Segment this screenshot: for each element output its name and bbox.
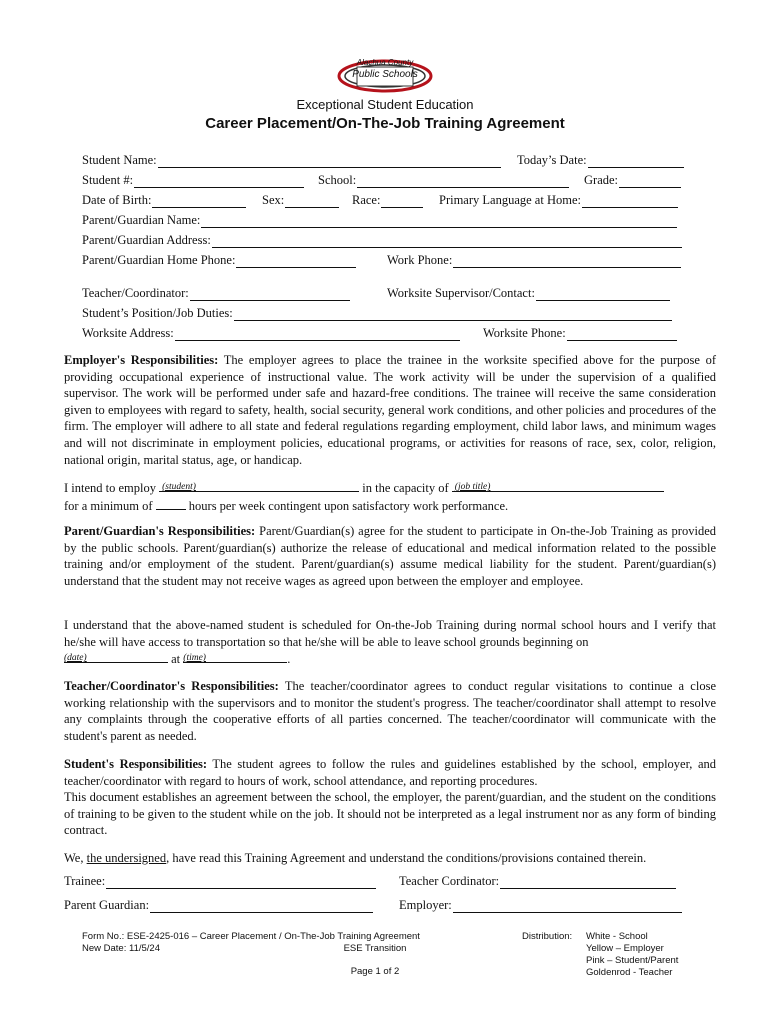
employer-responsibilities xyxy=(64,352,716,468)
teacher-responsibilities xyxy=(64,678,716,744)
employer-signature[interactable] xyxy=(453,899,682,913)
trainee-label: Trainee: xyxy=(64,874,106,888)
parent-text: Parent/Guardian(s) agree for the student to participate in On-the-Job Training as provided by the public schools. Parent/guardian(s) authorize the release of educational and medical information related to the possible training and/or employment of the student. Parent/guardian(s) assume medical liability for the student. Parent/guardian(s) understand that the student may not receive wages as agreed upon between the employer and employee. xyxy=(64,524,716,588)
todays-date-label: Today’s Date: xyxy=(517,153,587,167)
student-name-field[interactable] xyxy=(158,154,501,168)
logo-line-2: Public Schools xyxy=(352,69,418,80)
sex-field[interactable] xyxy=(285,194,339,208)
intend-text: I intend to employ xyxy=(64,481,160,495)
district-logo xyxy=(335,56,435,96)
student-num-field[interactable] xyxy=(134,174,304,188)
worksite-supervisor-label: Worksite Supervisor/Contact: xyxy=(387,286,535,300)
dob-field[interactable] xyxy=(152,194,246,208)
row-sign-2 xyxy=(64,898,688,915)
student-name-label: Student Name: xyxy=(82,153,157,167)
worksite-phone-label: Worksite Phone: xyxy=(483,326,566,340)
minimum-text: for a minimum of xyxy=(64,498,156,513)
race-label: Race: xyxy=(352,193,381,207)
undersigned-pre: We, xyxy=(64,851,87,865)
employ-statement xyxy=(64,479,716,514)
parent-home-phone-label: Parent/Guardian Home Phone: xyxy=(82,253,236,267)
parent-address-label: Parent/Guardian Address: xyxy=(82,233,211,247)
distribution-label: Distribution: xyxy=(522,931,573,942)
distribution-list xyxy=(586,931,678,979)
student-hint: (student) xyxy=(162,482,196,492)
parent-responsibilities xyxy=(64,523,716,589)
undersigned-statement xyxy=(64,850,716,867)
row-parent-name xyxy=(82,213,688,230)
hours-text: hours per week contingent upon satisfactory work performance. xyxy=(185,498,509,513)
row-worksite-address xyxy=(82,326,688,343)
time-blank[interactable] xyxy=(183,650,287,663)
parent-name-label: Parent/Guardian Name: xyxy=(82,213,201,227)
worksite-supervisor-field[interactable] xyxy=(536,287,670,301)
row-student-num xyxy=(82,173,688,190)
student-text-2: This document establishes an agreement between the school, the employer, the parent/guardian, and the student on the conditions of training to be given to the student while on the job. It should not be interpreted as a legal instrument nor as any form of binding contract. xyxy=(64,790,716,838)
new-date: New Date: 11/5/24 xyxy=(82,943,160,954)
sex-label: Sex: xyxy=(262,193,285,207)
dob-label: Date of Birth: xyxy=(82,193,152,207)
grade-label: Grade: xyxy=(584,173,619,187)
employer-heading: Employer's Responsibilities: xyxy=(64,353,219,367)
student-heading: Student's Responsibilities: xyxy=(64,757,208,771)
primary-language-label: Primary Language at Home: xyxy=(439,193,581,207)
parent-heading: Parent/Guardian's Responsibilities: xyxy=(64,524,256,538)
distribution-item: Yellow – Employer xyxy=(586,943,664,954)
primary-language-field[interactable] xyxy=(582,194,678,208)
row-teacher xyxy=(82,286,688,303)
row-sign-1 xyxy=(64,874,688,891)
worksite-address-field[interactable] xyxy=(175,327,460,341)
row-position xyxy=(82,306,688,323)
parent-name-field[interactable] xyxy=(201,214,677,228)
worksite-phone-field[interactable] xyxy=(567,327,677,341)
parent-home-phone-field[interactable] xyxy=(236,254,356,268)
work-phone-label: Work Phone: xyxy=(387,253,453,267)
race-field[interactable] xyxy=(381,194,423,208)
grade-field[interactable] xyxy=(619,174,681,188)
teacher-label: Teacher/Coordinator: xyxy=(82,286,189,300)
job-title-hint: (job title) xyxy=(454,482,491,492)
job-title-blank[interactable] xyxy=(452,479,664,492)
todays-date-field[interactable] xyxy=(588,154,684,168)
end-period: . xyxy=(287,652,291,667)
teacher-cordinator-signature[interactable] xyxy=(500,875,676,889)
employer-label: Employer: xyxy=(399,898,452,912)
date-blank[interactable] xyxy=(64,650,168,663)
footer-center-label: ESE Transition xyxy=(343,943,407,954)
understand-statement xyxy=(64,617,716,668)
work-phone-field[interactable] xyxy=(453,254,681,268)
student-num-label: Student #: xyxy=(82,173,134,187)
distribution-item: Pink – Student/Parent xyxy=(586,955,679,966)
page-number: Page 1 of 2 xyxy=(350,966,400,977)
school-field[interactable] xyxy=(357,174,569,188)
understand-text: I understand that the above-named student is scheduled for On-the-Job Training during normal school hours and I verify that he/she will have access to transportation so that he/she will be able to leave school grounds beginning on xyxy=(64,618,716,649)
row-parent-address xyxy=(82,233,688,250)
worksite-address-label: Worksite Address: xyxy=(82,326,174,340)
parent-guardian-signature[interactable] xyxy=(150,899,373,913)
page-title: Career Placement/On-The-Job Training Agreement xyxy=(205,115,565,132)
position-duties-label: Student’s Position/Job Duties: xyxy=(82,306,233,320)
form-number: Form No.: ESE-2425-016 – Career Placement / On-The-Job Training Agreement xyxy=(82,931,420,942)
distribution-item: White - School xyxy=(586,931,648,942)
at-text: at xyxy=(168,652,184,667)
teacher-text: The teacher/coordinator agrees to conduct regular visitations to continue a close working relationship with the supervisors and to monitor the student's progress. The teacher/coordinator shall attempt to resolve any complaints through the cooperative efforts of all parties concerned. The teacher/coordinator will communicate with the student's parent as needed. xyxy=(64,679,716,743)
department-name: Exceptional Student Education xyxy=(296,97,474,112)
undersigned-underlined: the undersigned xyxy=(86,851,167,865)
school-label: School: xyxy=(318,173,357,187)
row-parent-phone xyxy=(82,253,688,270)
teacher-heading: Teacher/Coordinator's Responsibilities: xyxy=(64,679,279,693)
row-dob xyxy=(82,193,688,210)
parent-guardian-label: Parent Guardian: xyxy=(64,898,150,912)
teacher-field[interactable] xyxy=(190,287,350,301)
parent-address-field[interactable] xyxy=(212,234,682,248)
undersigned-post: , have read this Training Agreement and understand the conditions/provisions contained therein. xyxy=(166,851,647,865)
student-text-1: The student agrees to follow the rules and guidelines established by the school, employer, and teacher/coordinator with regard to hours of work, school attendance, and reporting procedures. xyxy=(64,757,717,788)
capacity-text: in the capacity of xyxy=(359,481,452,495)
employer-text: The employer agrees to place the trainee in the worksite specified above for the purpose of providing occupational experience of instructional value. The work activity will be under the supervision of a qualified supervisor. The work will be performed under safe and hazard-free conditions. The trainee will receive the same consideration given to employees with regard to safety, health, social security, general work conditions, and other policies and procedures of the firm. The employer will adhere to all state and federal regulations regarding employment, child labor laws, and minimum wages and will not discriminate in employment policies, educational programs, or activities for reasons of race, sex, color, religion, national origin, marital status, age, or handicap. xyxy=(64,353,716,467)
distribution-item: Goldenrod - Teacher xyxy=(586,967,673,978)
hours-blank[interactable] xyxy=(156,497,186,510)
trainee-signature[interactable] xyxy=(106,875,376,889)
teacher-cordinator-label: Teacher Cordinator: xyxy=(399,874,500,888)
logo-line-1: Alachua County xyxy=(356,58,414,67)
position-duties-field[interactable] xyxy=(234,307,672,321)
row-student-name xyxy=(82,153,688,170)
student-blank[interactable] xyxy=(159,479,359,492)
date-hint: (date) xyxy=(64,653,87,664)
student-responsibilities xyxy=(64,756,716,839)
time-hint: (time) xyxy=(183,653,206,664)
